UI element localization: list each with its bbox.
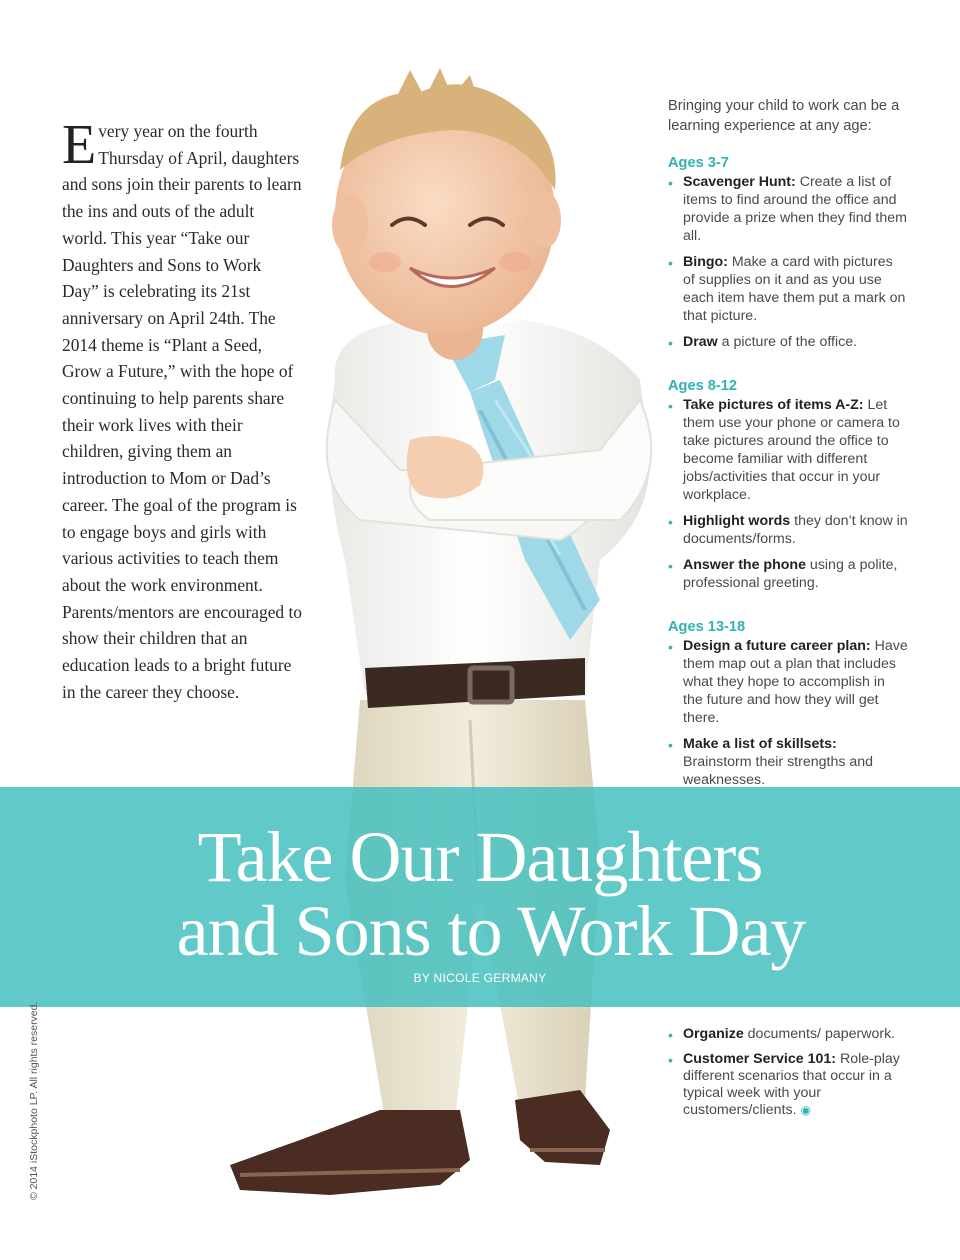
item-text: using a polite, professional greeting. [683,557,898,591]
head [332,68,561,360]
intro-article [62,114,302,705]
title-line-2: and Sons to Work Day [176,891,806,971]
activities-lead: Bringing your child to work can be a learning experience at any age: [668,98,900,134]
item-bold: Answer the phone [683,557,806,573]
end-mark-icon: ◉ [800,1103,811,1117]
section-ages-8-12 [668,377,908,592]
item-bold: Organize [683,1026,744,1042]
article-title [0,817,960,971]
copyright-notice: © 2014 iStockphoto LP. All rights reserved. [28,1001,40,1200]
item-bold: Design a future career plan: [683,638,871,654]
age-heading: Ages 3-7 [668,155,729,171]
bullet-icon: • [668,737,673,753]
bullet-icon: • [668,558,673,574]
list-item [668,173,908,245]
age-heading: Ages 8-12 [668,378,737,394]
item-text: Create a list of items to find around the office and provide a prize when they find them all. [683,174,907,244]
bullet-icon: • [668,398,673,414]
list-item [668,735,908,789]
byline: BY NICOLE GERMANY [413,971,547,985]
activity-list [668,396,908,592]
bullet-icon: • [668,514,673,530]
more-activities [668,1026,908,1127]
bullet-icon: • [668,255,673,271]
age-heading: Ages 13-18 [668,619,746,635]
item-bold: Scavenger Hunt: [683,174,796,190]
item-bold: Customer Service 101: [683,1051,836,1067]
list-item [668,556,908,592]
activity-list [668,637,908,789]
item-text: documents/ paperwork. [743,1026,896,1042]
item-bold: Make a list of skillsets: [683,736,837,752]
item-text: Have them map out a plan that includes what they hope to accomplish in the future and how they will get there. [683,638,908,726]
bullet-icon: • [668,639,673,655]
section-ages-3-7 [668,154,908,351]
section-ages-13-18 [668,618,908,789]
intro-paragraph [62,114,302,705]
item-text: Make a card with pictures of supplies on it and as you use each item have them put a mark on that picture. [683,254,906,324]
drop-cap: E [62,114,97,176]
title-line-1: Take Our Daughters [197,817,763,897]
list-item [668,637,908,727]
item-text: Let them use your phone or camera to take pictures around the office to become familiar with different jobs/activities that occur in your workplace. [683,397,900,503]
intro-text: very year on the fourth Thursday of April, daughters and sons join their parents to learn the ins and outs of the adult world. This year “Take our Daughters and Sons to Work Day” is celebrating its 21st anniversary on April 24th. The 2014 theme is “Plant a Seed, Grow a Future,” with the hope of continuing to help parents share their work lives with their children, giving them an introduction to Mom or Dad’s career. The goal of the program is to engage boys and girls with various activities to teach them about the work environment. Parents/mentors are encouraged to show their children that an education leads to a bright future in the career they choose. [62,121,302,702]
item-bold: Bingo: [683,254,728,270]
item-bold: Highlight words [683,513,791,529]
list-item [668,333,908,351]
list-item [668,1026,908,1043]
activity-list [668,1026,908,1119]
bullet-icon: • [668,175,673,191]
item-bold: Draw [683,334,718,350]
list-item [668,396,908,504]
item-text: Role-play different scenarios that occur in a typical week with your customers/clients. [683,1051,900,1118]
list-item [668,253,908,325]
activity-column [668,96,908,815]
item-text: a picture of the office. [717,334,858,350]
bullet-icon: • [668,1027,673,1043]
list-item [668,512,908,548]
item-text: they don’t know in documents/forms. [683,513,908,547]
item-text: Brainstorm their strengths and weaknesses. [683,754,874,788]
item-bold: Take pictures of items A-Z: [683,397,864,413]
list-item [668,1051,908,1119]
bullet-icon: • [668,1052,673,1068]
bullet-icon: • [668,335,673,351]
activity-list [668,173,908,351]
